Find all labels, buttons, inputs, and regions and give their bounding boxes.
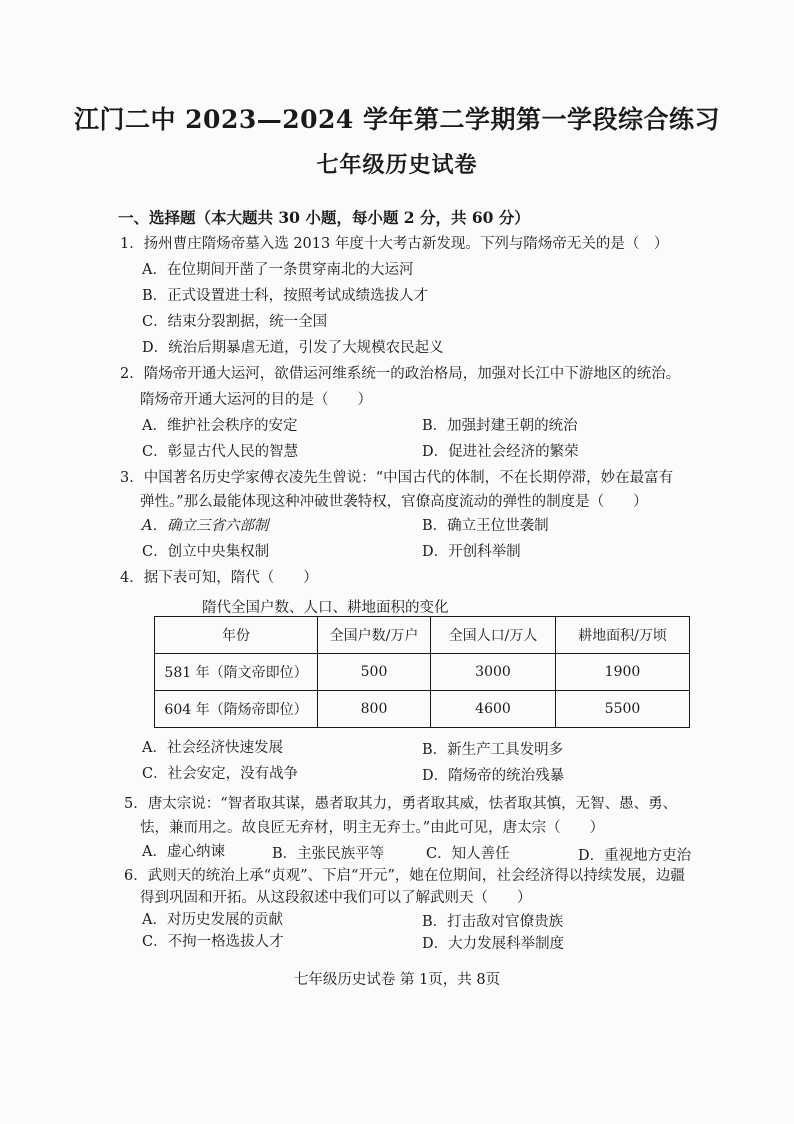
question-3-option-c: C．创立中央集权制 — [142, 544, 270, 560]
question-3-stem-line1: 3．中国著名历史学家傅衣凌先生曾说：“中国古代的体制，不在长期停滞，妙在最富有 — [120, 470, 674, 486]
question-4-option-a: A．社会经济快速发展 — [142, 740, 283, 756]
table-cell: 1900 — [556, 654, 690, 691]
table-row — [155, 654, 690, 691]
question-5-option-c: C．知人善任 — [426, 846, 510, 862]
section-heading: 一、选择题（本大题共 30 小题，每小题 2 分，共 60 分） — [118, 208, 530, 227]
question-2-option-b: B．加强封建王朝的统治 — [422, 418, 578, 434]
population-table — [154, 616, 690, 728]
question-3-option-b: B．确立王位世袭制 — [422, 518, 549, 534]
question-6-option-a: A．对历史发展的贡献 — [142, 912, 283, 928]
table-caption: 隋代全国户数、人口、耕地面积的变化 — [202, 600, 449, 616]
question-1-option-a: A．在位期间开凿了一条贯穿南北的大运河 — [142, 262, 414, 278]
question-6-option-c: C．不拘一格选拔人才 — [142, 934, 284, 950]
table-cell: 604 年（隋炀帝即位） — [155, 691, 318, 728]
question-1-stem: 1．扬州曹庄隋炀帝墓入选 2013 年度十大考古新发现。下列与隋炀帝无关的是（ ） — [120, 236, 669, 252]
table-cell: 5500 — [556, 691, 690, 728]
table-header-row — [155, 617, 690, 654]
table-header-cell: 年份 — [155, 617, 318, 654]
table-cell: 4600 — [431, 691, 556, 728]
question-1-option-c: C．结束分裂割据，统一全国 — [142, 314, 328, 330]
table-header-cell: 全国人口/万人 — [431, 617, 556, 654]
table-cell: 581 年（隋文帝即位） — [155, 654, 318, 691]
question-5-option-a: A．虚心纳谏 — [142, 844, 225, 860]
question-6-stem-line1: 6．武则天的统治上承“贞观”、下启“开元”，她在位期间，社会经济得以持续发展，边疆 — [124, 868, 685, 884]
question-5-option-b: B．主张民族平等 — [272, 846, 385, 862]
question-5-stem-line2: 怯，兼而用之。故良匠无弃材，明主无弃士。”由此可见，唐太宗（ ） — [140, 820, 605, 836]
exam-subtitle: 七年级历史试卷 — [316, 152, 478, 178]
question-5-option-d: D．重视地方吏治 — [578, 848, 692, 864]
question-1-option-d: D．统治后期暴虐无道，引发了大规模农民起义 — [142, 340, 444, 356]
question-2-stem-line1: 2．隋炀帝开通大运河，欲借运河维系统一的政治格局，加强对长江中下游地区的统治。 — [120, 366, 681, 382]
question-2-option-c: C．彰显古代人民的智慧 — [142, 444, 299, 460]
table-header-cell: 全国户数/万户 — [318, 617, 431, 654]
question-6-option-d: D．大力发展科举制度 — [422, 936, 565, 952]
question-6-option-b: B．打击敌对官僚贵族 — [422, 914, 564, 930]
question-4-option-c: C．社会安定，没有战争 — [142, 766, 299, 782]
question-1-option-b: B．正式设置进士科，按照考试成绩选拔人才 — [142, 288, 429, 304]
question-6-stem-line2: 得到巩固和开拓。从这段叙述中我们可以了解武则天（ ） — [140, 890, 532, 906]
question-2-option-d: D．促进社会经济的繁荣 — [422, 444, 579, 460]
question-3-stem-line2: 弹性。”那么最能体现这种冲破世袭特权，官僚高度流动的弹性的制度是（ ） — [140, 494, 648, 510]
question-4-option-d: D．隋炀帝的统治残暴 — [422, 768, 565, 784]
question-4-option-b: B．新生产工具发明多 — [422, 742, 564, 758]
question-3-option-a: A．确立三省六部制 — [142, 518, 269, 534]
table-cell: 3000 — [431, 654, 556, 691]
table-row — [155, 691, 690, 728]
question-5-stem-line1: 5．唐太宗说：“智者取其谋，愚者取其力，勇者取其威，怯者取其慎，无智、愚、勇、 — [124, 796, 678, 812]
question-4-stem: 4．据下表可知，隋代（ ） — [120, 570, 318, 586]
exam-title: 江门二中 2023—2024 学年第二学期第一学段综合练习 — [73, 105, 721, 134]
table-cell: 500 — [318, 654, 431, 691]
table-cell: 800 — [318, 691, 431, 728]
question-2-option-a: A．维护社会秩序的安定 — [142, 418, 298, 434]
page-footer: 七年级历史试卷 第 1页，共 8页 — [293, 972, 501, 988]
table-header-cell: 耕地面积/万顷 — [556, 617, 690, 654]
question-3-option-d: D．开创科举制 — [422, 544, 521, 560]
question-2-stem-line2: 隋炀帝开通大运河的目的是（ ） — [140, 392, 372, 408]
